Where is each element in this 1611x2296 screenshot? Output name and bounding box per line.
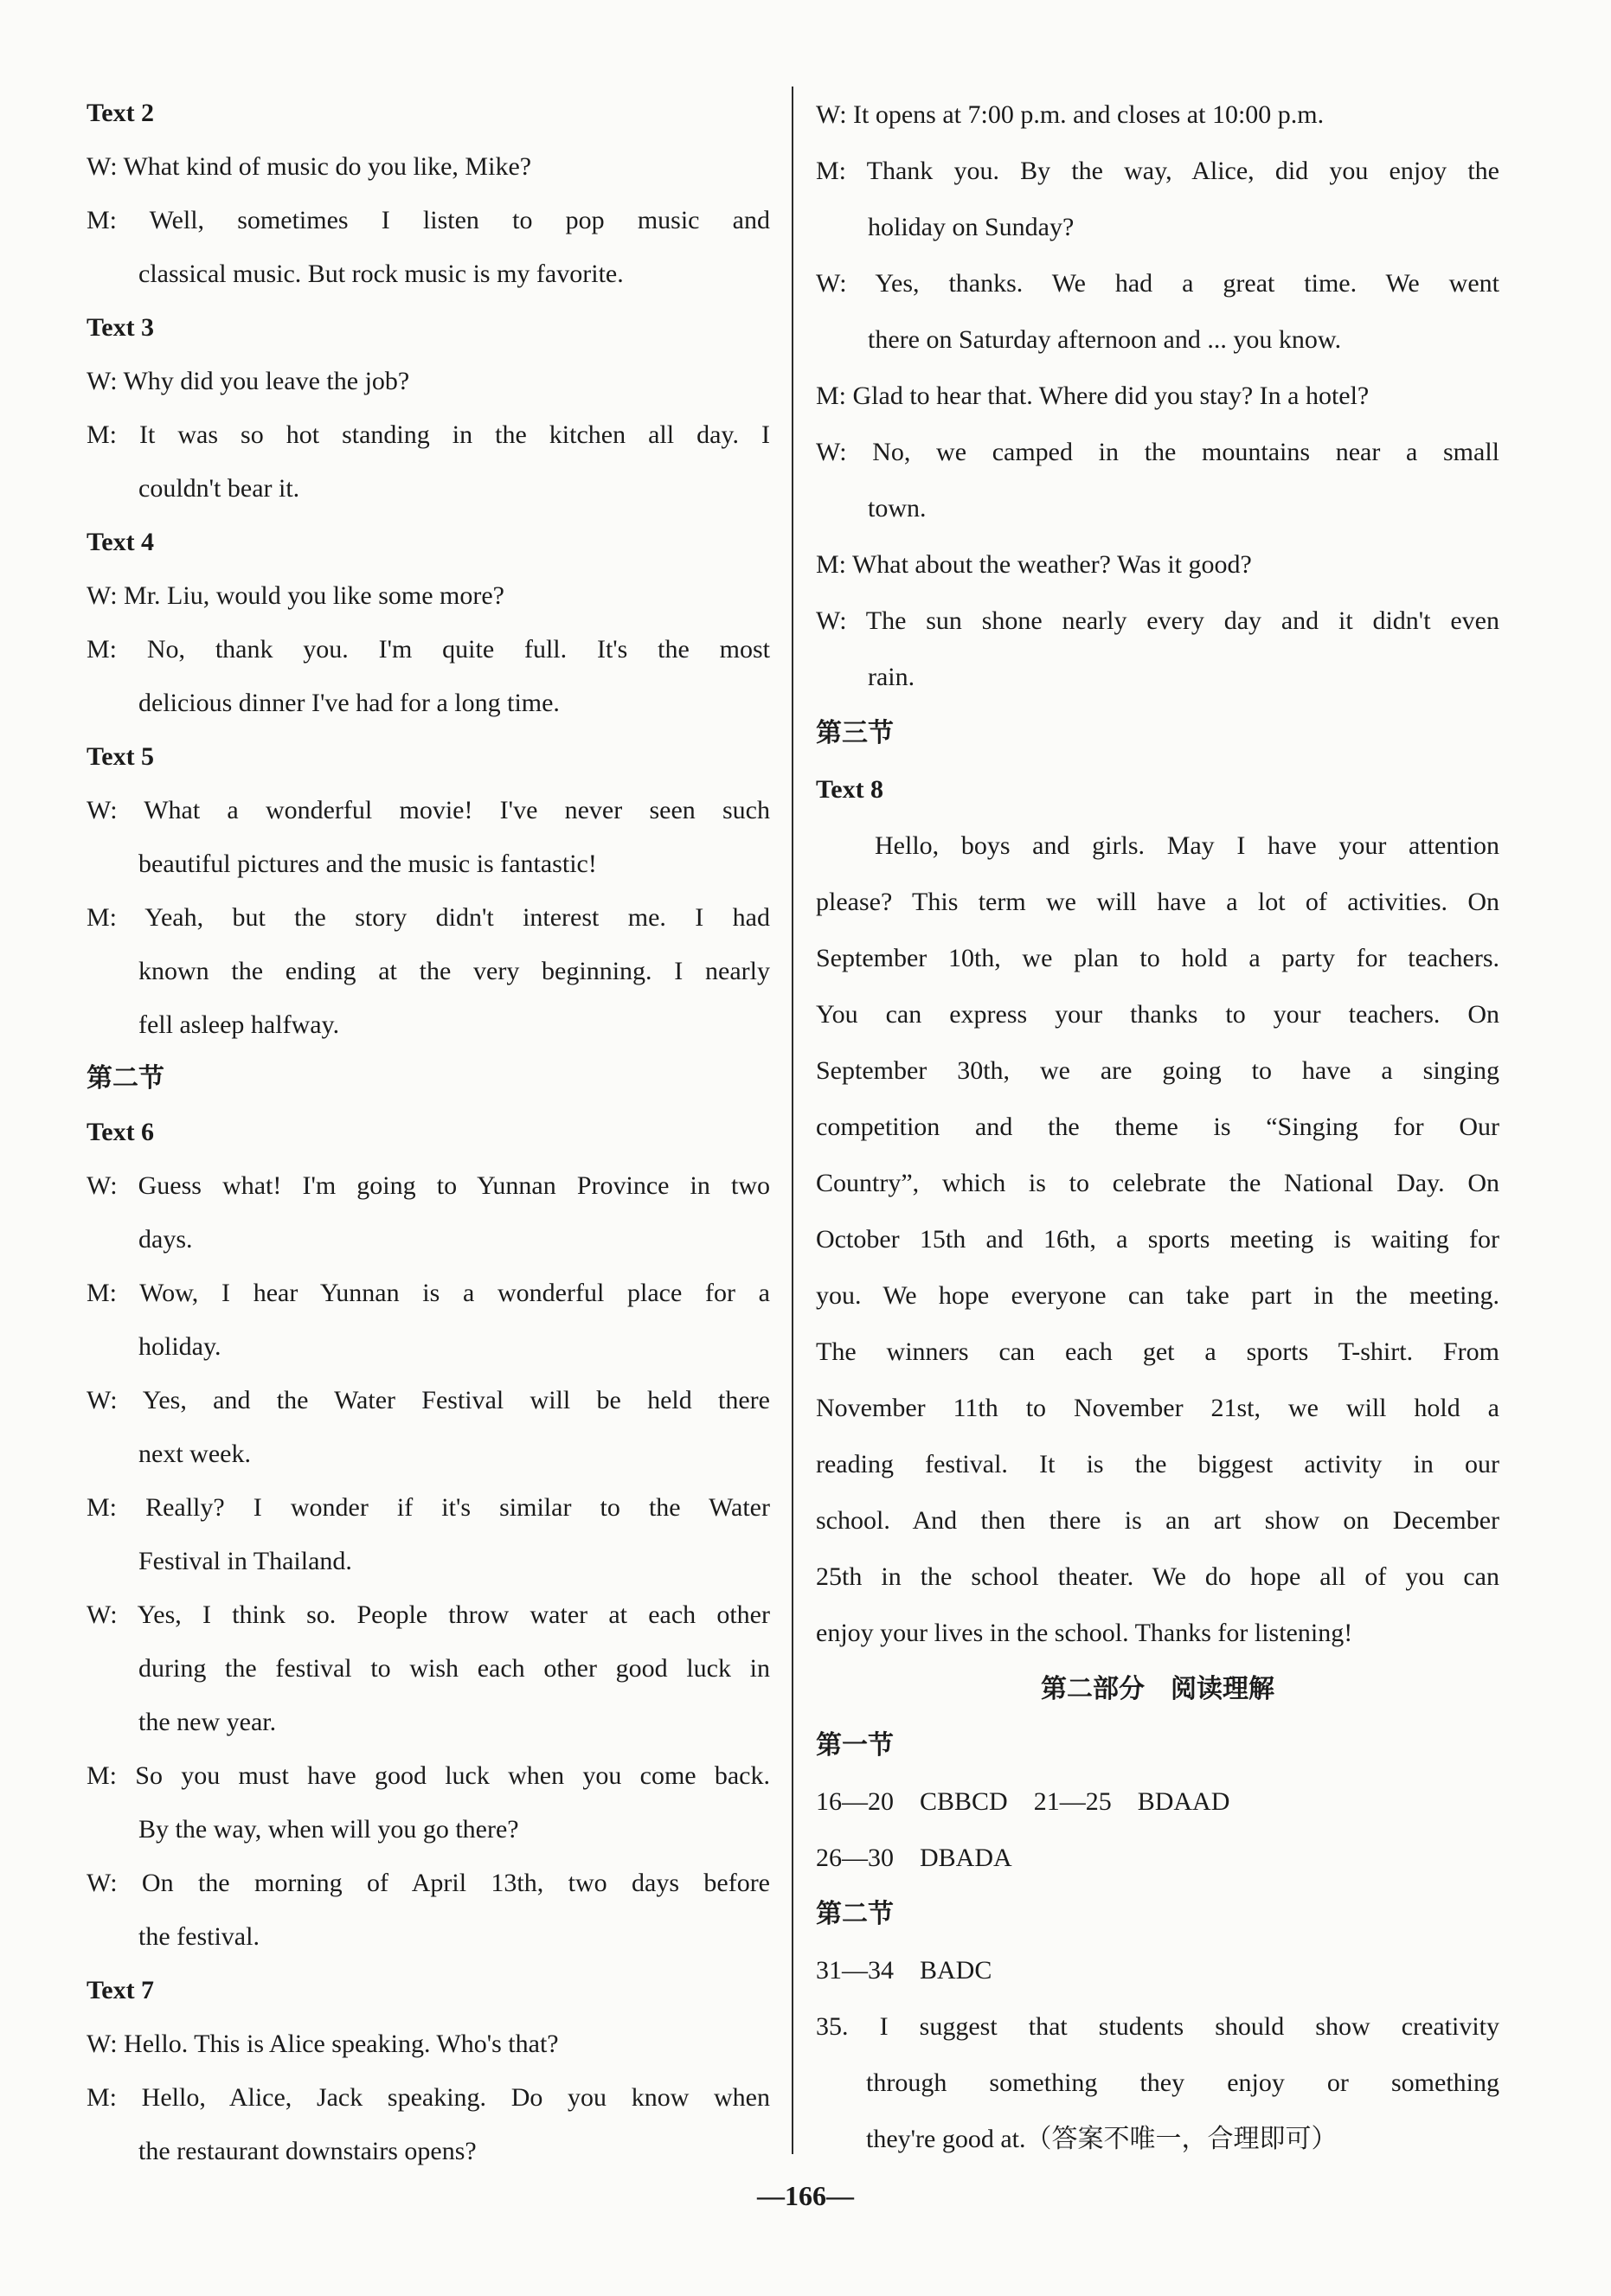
- text-line: holiday on Sunday?: [868, 213, 1075, 241]
- text-line: 26—30 DBADA: [816, 1844, 1012, 1872]
- text-line: M: So you must have good luck when you come back.: [87, 1761, 770, 1790]
- text-line: Hello, boys and girls. May I have your attention: [875, 831, 1499, 860]
- text-line: couldn't bear it.: [138, 474, 300, 503]
- text-line: there on Saturday afternoon and ... you know.: [868, 325, 1342, 354]
- section-heading: Text 5: [87, 742, 155, 771]
- section-heading: Text 2: [87, 99, 155, 127]
- section-heading: Text 7: [87, 1976, 155, 2004]
- left-column: [87, 87, 770, 2178]
- text-line: holiday.: [138, 1332, 221, 1361]
- text-line: M: No, thank you. I'm quite full. It's the most: [87, 635, 770, 664]
- text-line: W: No, we camped in the mountains near a small: [816, 438, 1499, 466]
- text-line: November 11th to November 21st, we will hold a: [816, 1394, 1499, 1422]
- section-heading: Text 3: [87, 313, 155, 342]
- text-line: during the festival to wish each other good luck in: [138, 1654, 770, 1683]
- text-line: known the ending at the very beginning. I nearly: [138, 957, 770, 985]
- page-number: —166—: [757, 2180, 854, 2211]
- text-line: classical music. But rock music is my favorite.: [138, 260, 624, 288]
- text-line: 25th in the school theater. We do hope all of you can: [816, 1562, 1499, 1591]
- text-line: beautiful pictures and the music is fantastic!: [138, 850, 597, 878]
- text-line: reading festival. It is the biggest activity in our: [816, 1450, 1499, 1478]
- right-column: [816, 87, 1499, 2167]
- text-line: please? This term we will have a lot of activities. On: [816, 888, 1499, 916]
- section-heading: 第一节: [816, 1731, 894, 1760]
- column-divider: [792, 87, 793, 2154]
- text-line: September 10th, we plan to hold a party for teachers.: [816, 944, 1499, 972]
- text-line: next week.: [138, 1440, 251, 1468]
- text-line: M: It was so hot standing in the kitchen all day. I: [87, 420, 770, 449]
- section-heading: 第二节: [87, 1064, 164, 1093]
- text-line: the restaurant downstairs opens?: [138, 2137, 477, 2165]
- text-line: the new year.: [138, 1708, 277, 1736]
- text-line: W: Yes, I think so. People throw water at each other: [87, 1600, 770, 1629]
- text-line: M: Wow, I hear Yunnan is a wonderful place for a: [87, 1279, 770, 1307]
- text-line: September 30th, we are going to have a singing: [816, 1056, 1499, 1085]
- section-heading: 第二节: [816, 1900, 894, 1928]
- text-line: M: Thank you. By the way, Alice, did you enjoy the: [816, 157, 1499, 185]
- text-line: rain.: [868, 663, 915, 691]
- text-line: the festival.: [138, 1922, 260, 1951]
- text-line: M: What about the weather? Was it good?: [816, 550, 1252, 579]
- text-line: you. We hope everyone can take part in the meeting.: [816, 1281, 1499, 1310]
- text-line: You can express your thanks to your teachers. On: [816, 1000, 1499, 1029]
- text-line: By the way, when will you go there?: [138, 1815, 519, 1844]
- text-line: enjoy your lives in the school. Thanks for listening!: [816, 1619, 1353, 1647]
- text-line: M: Yeah, but the story didn't interest me. I had: [87, 903, 770, 932]
- text-line: fell asleep halfway.: [138, 1010, 340, 1039]
- section-heading: Text 4: [87, 528, 155, 556]
- text-line: through something they enjoy or something: [866, 2068, 1499, 2097]
- text-line: M: Really? I wonder if it's similar to the Water: [87, 1493, 770, 1522]
- text-line: delicious dinner I've had for a long time.: [138, 689, 560, 717]
- text-line: M: Glad to hear that. Where did you stay? In a hotel?: [816, 382, 1370, 410]
- text-line: M: Well, sometimes I listen to pop music and: [87, 206, 770, 234]
- text-line: W: The sun shone nearly every day and it didn't even: [816, 606, 1499, 635]
- text-line: Country”, which is to celebrate the National Day. On: [816, 1169, 1499, 1197]
- text-line: town.: [868, 494, 927, 523]
- text-line: W: Mr. Liu, would you like some more?: [87, 581, 504, 610]
- text-line: competition and the theme is “Singing for Our: [816, 1113, 1499, 1141]
- text-line: they're good at.（答案不唯一，合理即可）: [866, 2125, 1338, 2153]
- text-line: W: On the morning of April 13th, two days before: [87, 1869, 770, 1897]
- text-line: 35. I suggest that students should show creativity: [816, 2012, 1499, 2041]
- text-line: W: Yes, and the Water Festival will be held there: [87, 1386, 770, 1414]
- section-heading: 第三节: [816, 719, 894, 747]
- text-line: W: Guess what! I'm going to Yunnan Province in two: [87, 1171, 770, 1200]
- text-line: W: What a wonderful movie! I've never seen such: [87, 796, 770, 824]
- text-line: 16—20 CBBCD 21—25 BDAAD: [816, 1787, 1230, 1816]
- text-line: Festival in Thailand.: [138, 1547, 352, 1575]
- text-line: W: Hello. This is Alice speaking. Who's that?: [87, 2030, 559, 2058]
- text-line: W: Why did you leave the job?: [87, 367, 410, 395]
- text-line: W: What kind of music do you like, Mike?: [87, 152, 532, 181]
- section-heading: 第二部分 阅读理解: [1041, 1675, 1274, 1703]
- text-line: days.: [138, 1225, 193, 1254]
- section-heading: Text 8: [816, 775, 884, 804]
- section-heading: Text 6: [87, 1118, 155, 1146]
- text-line: October 15th and 16th, a sports meeting is waiting for: [816, 1225, 1499, 1254]
- text-line: W: Yes, thanks. We had a great time. We went: [816, 269, 1499, 298]
- text-line: 31—34 BADC: [816, 1956, 992, 1985]
- text-line: M: Hello, Alice, Jack speaking. Do you know when: [87, 2083, 770, 2112]
- text-line: school. And then there is an art show on December: [816, 1506, 1499, 1535]
- text-line: W: It opens at 7:00 p.m. and closes at 10:00 p.m.: [816, 100, 1325, 129]
- text-line: The winners can each get a sports T-shirt. From: [816, 1337, 1499, 1366]
